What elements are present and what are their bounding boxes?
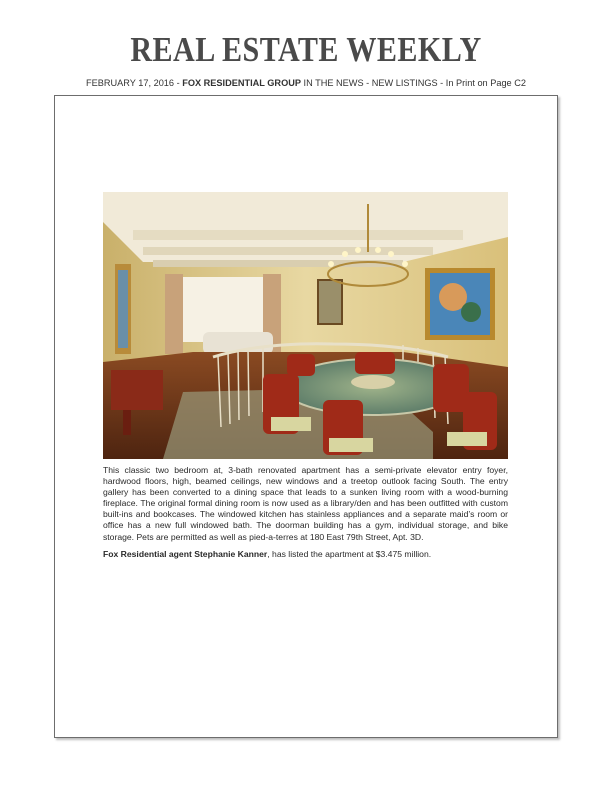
listing-description: This classic two bedroom at, 3-bath renovated apartment has a semi-private elevator entry foyer, hardwood floors, high, beamed ceilings, new windows and a treetop outlook facing South. The entry gallery has been converted to a dining space that leads to a sunken living room with a wood-burning fireplace. The original formal dining room is now used as a library/den and has been outfitted with custom built-ins and bookcases. The windowed kitchen has stainless appliances and a separate maid’s room or office has a new full windowed bath. The doorman building has a gym, individual storage, and bike storage. Pets are permitted as well as pied-a-terres at 180 East 79th Street, Apt. 3D. [103,465,508,542]
dateline-section: IN THE NEWS - NEW LISTINGS - In Print on Page C2 [300,78,526,88]
dateline [0,78,612,88]
dateline-separator: - [174,78,183,88]
listing-price-text: , has listed the apartment at $3.475 million. [267,548,432,559]
dining-room-photo [103,192,508,459]
company-name: FOX RESIDENTIAL GROUP [182,78,301,88]
article-body [103,465,508,566]
publication-masthead: REAL ESTATE WEEKLY [130,30,482,69]
agent-name: Fox Residential agent Stephanie Kanner [103,548,268,559]
issue-date: FEBRUARY 17, 2016 [86,78,175,88]
agent-credit [103,549,508,560]
